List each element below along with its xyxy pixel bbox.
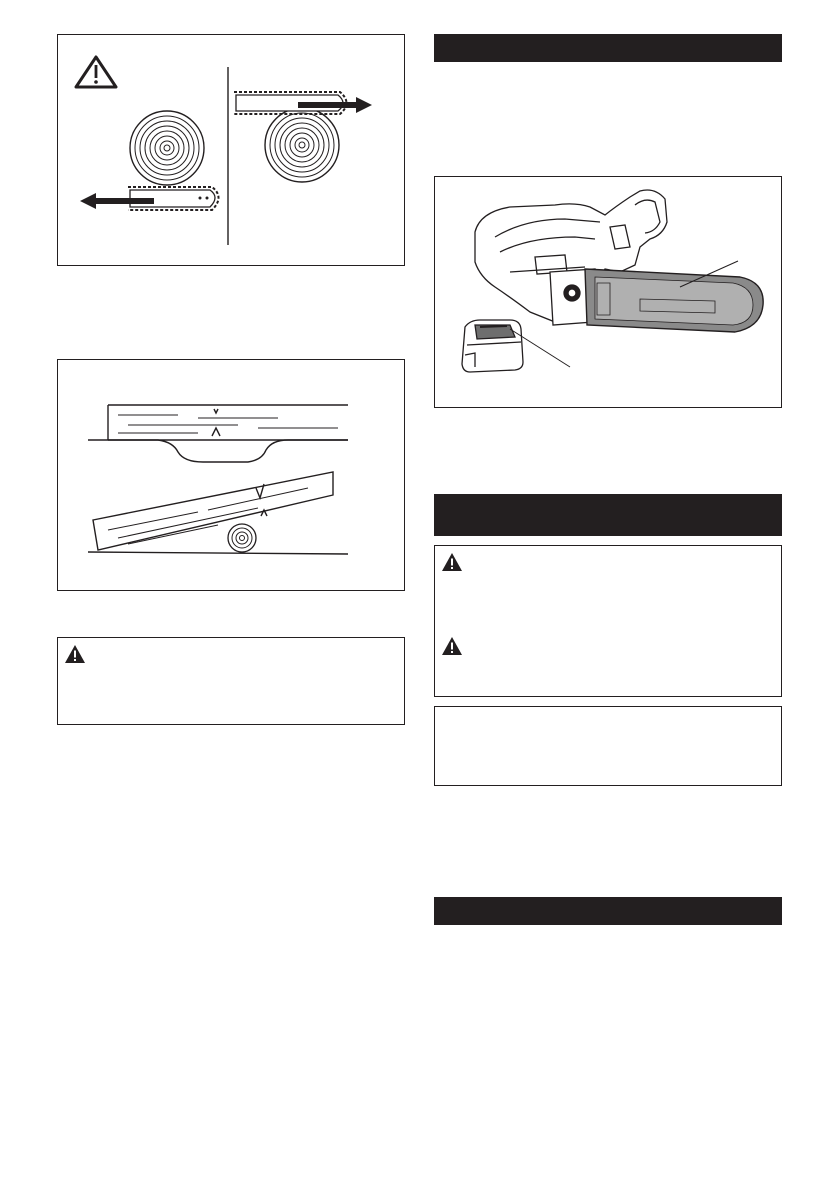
section-header-3 [434,897,782,925]
guide-bar [585,269,763,332]
section-header-1 [434,34,782,62]
battery-pack [462,320,523,372]
log-cross-section-left [130,111,204,185]
kickback-figure [57,34,405,266]
warning-triangle-icon [76,57,116,87]
warning-triangle-icon [64,644,86,664]
warning-notice-right [434,545,782,697]
log-cross-section-right [265,108,339,182]
warning-triangle-icon [441,552,463,572]
warning-triangle-icon [441,636,463,656]
note-notice-right [434,706,782,786]
section-header-2 [434,494,782,536]
log-support-figure [57,359,405,591]
warning-notice-left [57,637,405,725]
log-over-support [88,472,348,554]
log-over-ditch [88,405,348,462]
chainsaw-battery-figure [434,176,782,408]
